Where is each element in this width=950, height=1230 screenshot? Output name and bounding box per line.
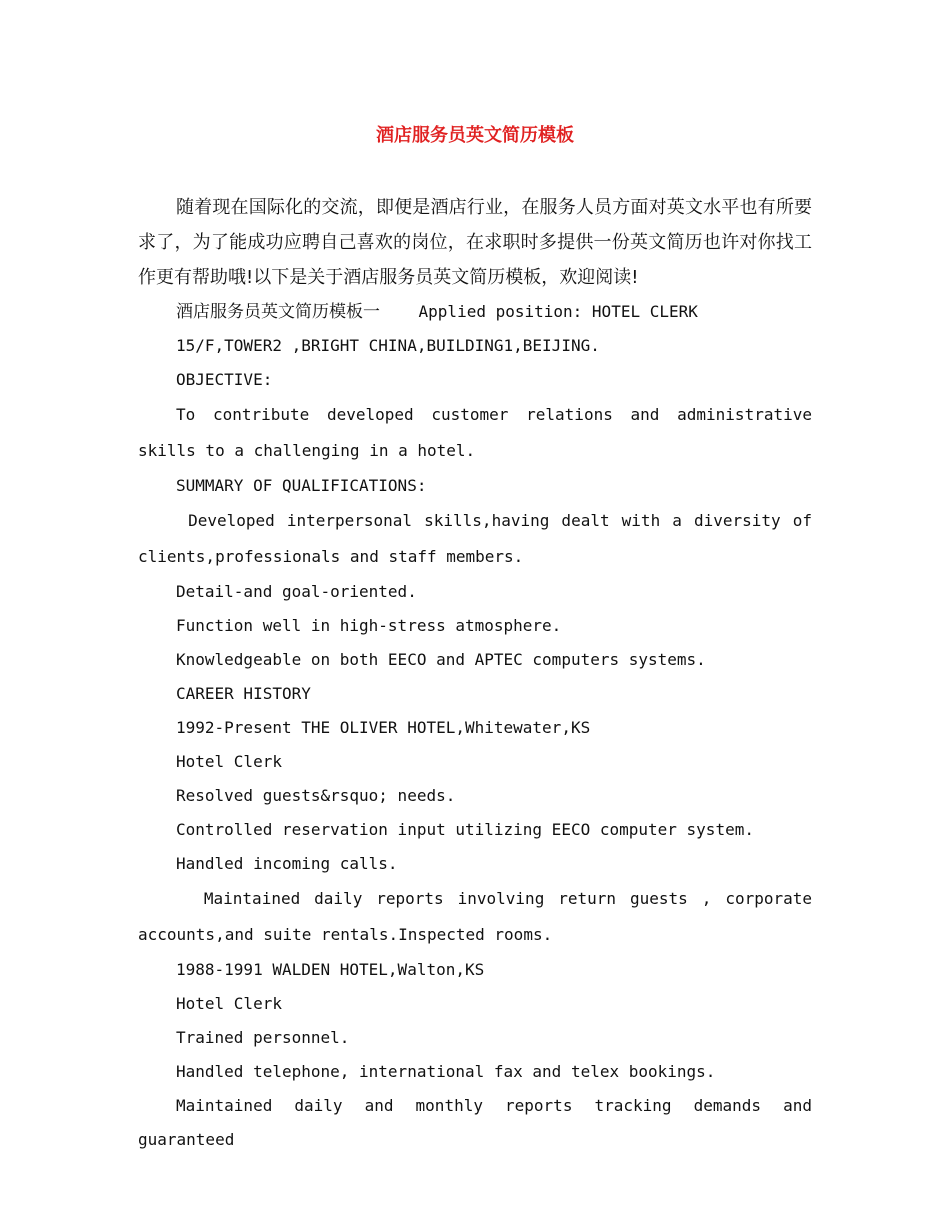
career-duty-item: Controlled reservation input utilizing EECO computer system. [176,820,754,839]
objective-heading: OBJECTIVE: [176,370,273,389]
qualification-item: Developed interpersonal skills,having dealt with a diversity of clients,professionals and staff members. [138,511,822,566]
career-duty-item: Handled incoming calls. [176,854,398,873]
applied-position: Applied position: HOTEL CLERK [380,302,698,321]
document-body [138,190,822,1157]
career-duty-item: Handled telephone, international fax and telex bookings. [176,1062,716,1081]
career-duty-item: Trained personnel. [176,1028,350,1047]
template-heading: 酒店服务员英文简历模板一 [176,302,380,322]
address-line: 15/F,TOWER2 ,BRIGHT CHINA,BUILDING1,BEIJING. [176,336,600,355]
objective-text: To contribute developed customer relations and administrative skills to a challenging in a hotel. [138,405,822,460]
career-duty-item: Resolved guests&rsquo; needs. [176,786,456,805]
career-history-heading: CAREER HISTORY [176,684,311,703]
career-entry-role: Hotel Clerk [176,752,282,771]
template-heading-line [138,295,812,329]
qualification-item: Detail-and goal-oriented. [176,582,417,601]
intro-paragraph: 随着现在国际化的交流，即便是酒店行业，在服务人员方面对英文水平也有所要求了，为了能成功应聘自己喜欢的岗位，在求职时多提供一份英文简历也许对你找工作更有帮助哦!以下是关于酒店服务员英文简历模板，欢迎阅读! [138,197,812,288]
career-duty-item: Maintained daily reports involving return guests , corporate accounts,and suite rentals.Inspected rooms. [138,889,822,944]
career-entry-employer: 1992-Present THE OLIVER HOTEL,Whitewater,KS [176,718,591,737]
career-entry-role: Hotel Clerk [176,994,282,1013]
qualification-item: Knowledgeable on both EECO and APTEC computers systems. [176,650,706,669]
career-entry-employer: 1988-1991 WALDEN HOTEL,Walton,KS [176,960,485,979]
qualification-item: Function well in high-stress atmosphere. [176,616,562,635]
document-title: 酒店服务员英文简历模板 [376,125,574,146]
qualifications-heading: SUMMARY OF QUALIFICATIONS: [176,476,427,495]
career-duty-item: Maintained daily and monthly reports tracking demands and guaranteed [138,1096,822,1149]
